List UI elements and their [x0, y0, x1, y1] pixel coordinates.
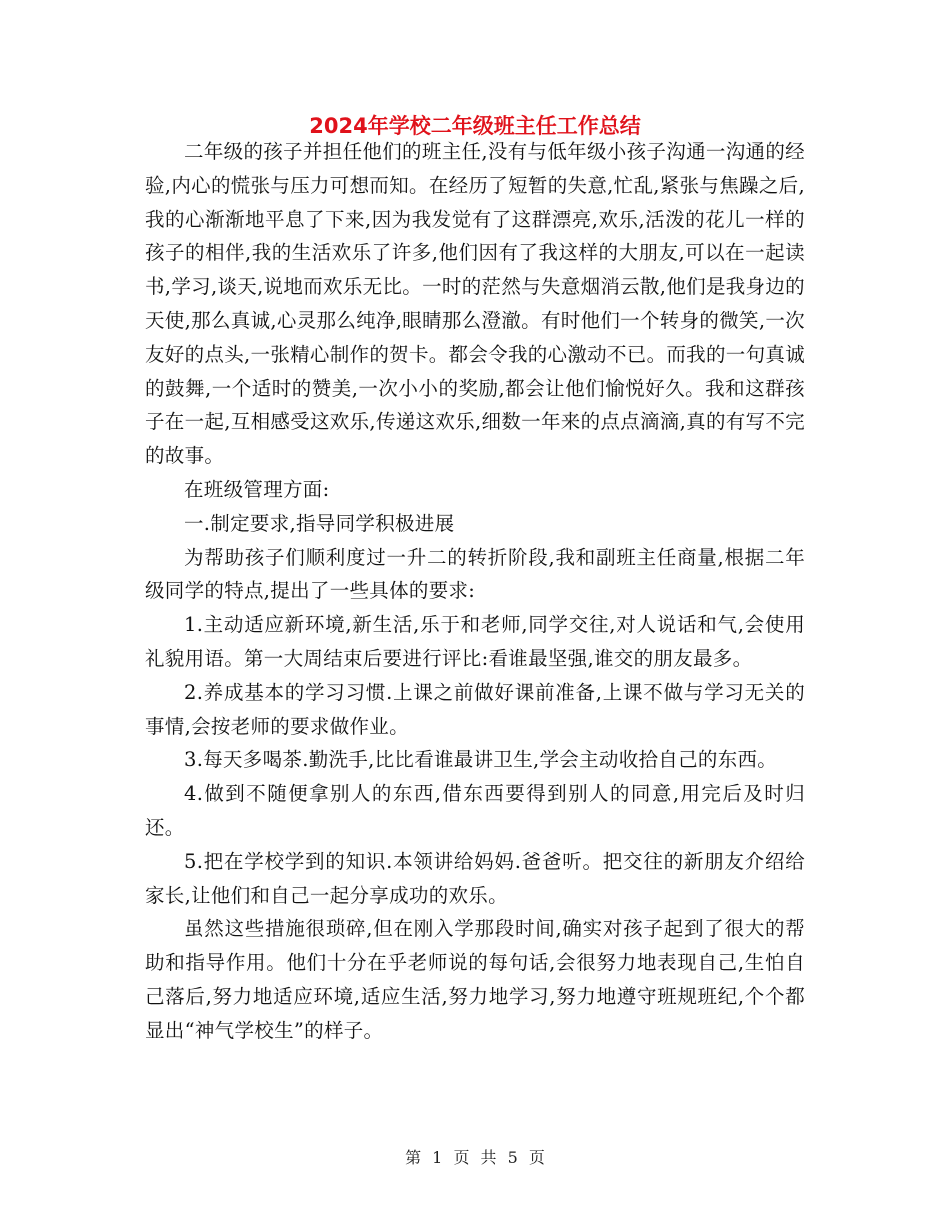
list-item: 3.每天多喝茶.勤洗手,比比看谁最讲卫生,学会主动收拾自己的东西。 [184, 748, 778, 772]
section-heading: 一.制定要求,指导同学积极进展 [184, 511, 455, 535]
list-item: 5.把在学校学到的知识.本领讲给妈妈.爸爸听。把交往的新朋友介绍给家长,让他们和自己一起分享成功的欢乐。 [145, 849, 805, 907]
paragraph: 二年级的孩子并担任他们的班主任,没有与低年级小孩子沟通一沟通的经验,内心的慌张与压力可想而知。在经历了短暂的失意,忙乱,紧张与焦躁之后,我的心渐渐地平息了下来,因为我发觉有了这群漂亮,欢乐,活泼的花儿一样的孩子的相伴,我的生活欢乐了许多,他们因有了我这样的大朋友,可以在一起读书,学习,谈天,说地而欢乐无比。一时的茫然与失意烟消云散,他们是我身边的天使,那么真诚,心灵那么纯净,眼睛那么澄澈。有时他们一个转身的微笑,一次友好的点头,一张精心制作的贺卡。都会令我的心激动不已。而我的一句真诚的鼓舞,一个适时的赞美,一次小小的奖励,都会让他们愉悦好久。我和这群孩子在一起,互相感受这欢乐,传递这欢乐,细数一年来的点点滴滴,真的有写不完的故事。 [145, 140, 805, 468]
list-item: 1.主动适应新环境,新生活,乐于和老师,同学交往,对人说话和气,会使用礼貌用语。第一大周结束后要进行评比:看谁最坚强,谁交的朋友最多。 [145, 613, 805, 670]
paragraph: 在班级管理方面: [184, 477, 330, 501]
list-item: 2.养成基本的学习习惯.上课之前做好课前准备,上课不做与学习无关的事情,会按老师的要求做作业。 [145, 680, 805, 738]
paragraph: 虽然这些措施很琐碎,但在刚入学那段时间,确实对孩子起到了很大的帮助和指导作用。他们十分在乎老师说的每句话,会很努力地表现自己,生怕自己落后,努力地适应环境,适应生活,努力地学习,努力地遵守班规班纪,个个都显出“神气学校生”的样子。 [145, 917, 805, 1042]
paragraph: 为帮助孩子们顺利度过一升二的转折阶段,我和副班主任商量,根据二年级同学的特点,提出了一些具体的要求: [145, 545, 805, 603]
document-body [145, 135, 805, 1048]
page-number-footer: 第 1 页 共 5 页 [405, 1148, 545, 1167]
document-title: 2024年学校二年级班主任工作总结 [309, 114, 641, 138]
list-item: 4.做到不随便拿别人的东西,借东西要得到别人的同意,用完后及时归还。 [145, 782, 805, 839]
